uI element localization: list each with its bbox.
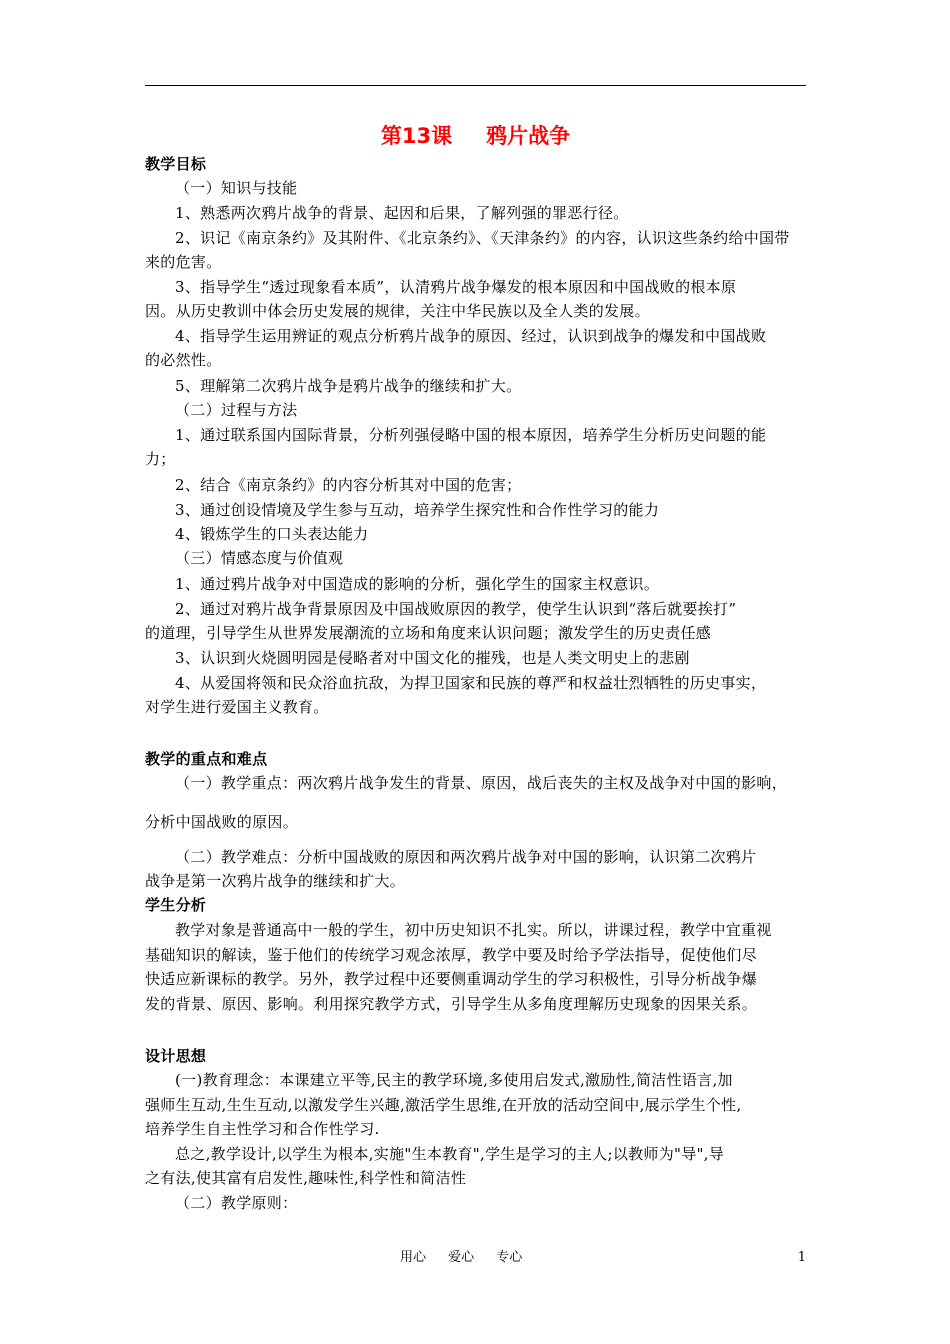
text-line: （一）知识与技能 <box>175 179 298 197</box>
text-line: 的必然性。 <box>145 351 222 369</box>
text-line: 基础知识的解读，鉴于他们的传统学习观念浓厚，教学中要及时给予学法指导，促使他们尽 <box>145 946 758 964</box>
section-heading: 教学目标 <box>145 155 207 173</box>
text-line: 4、从爱国将领和民众浴血抗敌，为捍卫国家和民族的尊严和权益壮烈牺牲的历史事实， <box>175 674 767 692</box>
text-line: 1、熟悉两次鸦片战争的背景、起因和后果，了解列强的罪恶行径。 <box>175 204 629 222</box>
text-line: 4、指导学生运用辨证的观点分析鸦片战争的原因、经过，认识到战争的爆发和中国战败 <box>175 327 767 345</box>
text-line: 3、通过创设情境及学生参与互动，培养学生探究性和合作性学习的能力 <box>175 501 660 519</box>
text-line: 战争是第一次鸦片战争的继续和扩大。 <box>145 872 406 890</box>
text-line: （三）情感态度与价值观 <box>175 549 344 567</box>
text-line: 力； <box>145 450 176 468</box>
lesson-number: 第13课 <box>380 124 453 148</box>
text-line: 对学生进行爱国主义教育。 <box>145 698 329 716</box>
text-line: 快适应新课标的教学。另外，教学过程中还要侧重调动学生的学习积极性，引导分析战争爆 <box>145 970 758 988</box>
text-line: 之有法,使其富有启发性,趣味性,科学性和简洁性 <box>145 1169 467 1187</box>
text-line: 培养学生自主性学习和合作性学习. <box>145 1120 380 1138</box>
footer-motto: 用心 爱心 专心 <box>400 1250 523 1265</box>
text-line: 分析中国战败的原因。 <box>145 813 299 831</box>
text-line: 1、通过联系国内国际背景，分析列强侵略中国的根本原因，培养学生分析历史问题的能 <box>175 426 767 444</box>
header-rule <box>145 85 806 86</box>
section-heading: 设计思想 <box>145 1047 207 1065</box>
text-line: 2、识记《南京条约》及其附件、《北京条约》、《天津条约》的内容，认识这些条约给中国带 <box>175 229 790 247</box>
text-line: （一）教学重点：两次鸦片战争发生的背景、原因，战后丧失的主权及战争对中国的影响， <box>175 774 788 792</box>
text-line: 的道理，引导学生从世界发展潮流的立场和角度来认识问题；激发学生的历史责任感 <box>145 624 712 642</box>
text-line: 1、通过鸦片战争对中国造成的影响的分析，强化学生的国家主权意识。 <box>175 575 660 593</box>
document-title <box>145 121 806 151</box>
text-line: 来的危害。 <box>145 253 222 271</box>
text-line: 教学对象是普通高中一般的学生，初中历史知识不扎实。所以，讲课过程，教学中宜重视 <box>175 921 772 939</box>
text-line: （二）过程与方法 <box>175 401 298 419</box>
text-line: 4、锻炼学生的口头表达能力 <box>175 525 369 543</box>
text-line: （二）教学原则： <box>175 1194 298 1212</box>
page-number: 1 <box>797 1250 806 1265</box>
section-heading: 学生分析 <box>145 896 207 914</box>
text-line: 因。从历史教训中体会历史发展的规律，关注中华民族以及全人类的发展。 <box>145 302 650 320</box>
text-line: 2、通过对鸦片战争背景原因及中国战败原因的教学，使学生认识到“落后就要挨打” <box>175 600 737 618</box>
text-line: 3、指导学生“透过现象看本质”，认清鸦片战争爆发的根本原因和中国战败的根本原 <box>175 278 737 296</box>
text-line: 3、认识到火烧圆明园是侵略者对中国文化的摧残，也是人类文明史上的悲剧 <box>175 649 690 667</box>
text-line: （二）教学难点：分析中国战败的原因和两次鸦片战争对中国的影响，认识第二次鸦片 <box>175 848 757 866</box>
section-heading: 教学的重点和难点 <box>145 750 268 768</box>
text-line: (一)教育理念：本课建立平等,民主的教学环境,多使用启发式,激励性,简洁性语言,加 <box>175 1071 733 1089</box>
text-line: 2、结合《南京条约》的内容分析其对中国的危害； <box>175 476 522 494</box>
text-line: 总之,教学设计,以学生为根本,实施"生本教育",学生是学习的主人;以教师为"导",导 <box>175 1145 725 1163</box>
text-line: 发的背景、原因、影响。利用探究教学方式，引导学生从多角度理解历史现象的因果关系。 <box>145 995 758 1013</box>
text-line: 强师生互动,生生互动,以激发学生兴趣,激活学生思维,在开放的活动空间中,展示学生个性, <box>145 1096 742 1114</box>
text-line: 5、理解第二次鸦片战争是鸦片战争的继续和扩大。 <box>175 377 522 395</box>
lesson-topic: 鸦片战争 <box>486 124 571 148</box>
